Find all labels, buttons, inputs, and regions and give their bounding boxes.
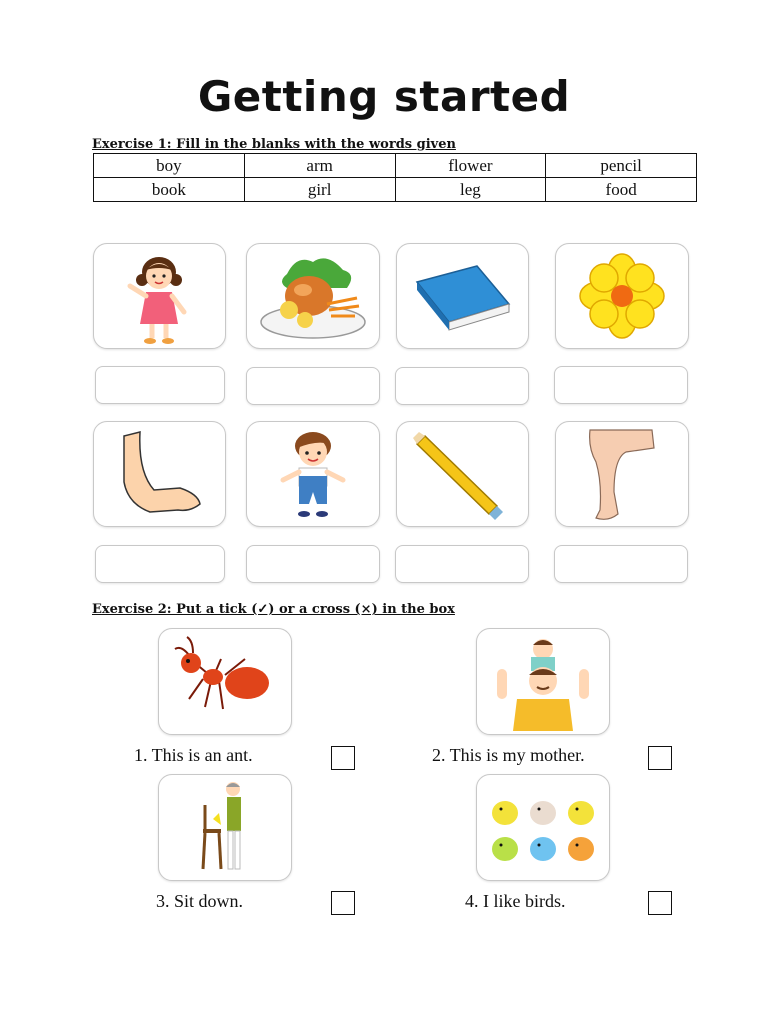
word-cell: girl <box>244 178 395 202</box>
answer-blank[interactable] <box>246 545 380 583</box>
tick-box[interactable] <box>331 746 355 770</box>
exercise-2-sentence: 4. I like birds. <box>465 891 566 911</box>
arm-icon <box>94 422 225 526</box>
answer-blank[interactable] <box>395 367 529 405</box>
leg-picture <box>555 421 689 527</box>
answer-blank[interactable] <box>95 545 225 583</box>
tick-box[interactable] <box>331 891 355 915</box>
arm-picture <box>93 421 226 527</box>
book-icon <box>397 244 528 348</box>
food-picture <box>246 243 380 349</box>
pencil-picture <box>396 421 529 527</box>
exercise-2-heading: Exercise 2: Put a tick (✓) or a cross (×) in the box <box>92 602 455 617</box>
word-bank-row <box>94 154 697 178</box>
ant-icon <box>159 629 291 734</box>
word-cell: arm <box>244 154 395 178</box>
father-child-picture <box>476 628 610 735</box>
man-chair-icon <box>159 775 291 880</box>
answer-blank[interactable] <box>246 367 380 405</box>
word-cell: pencil <box>546 154 697 178</box>
pencil-icon <box>397 422 528 526</box>
book-picture <box>396 243 529 349</box>
boy-icon <box>247 422 379 526</box>
answer-blank[interactable] <box>395 545 529 583</box>
flower-picture <box>555 243 689 349</box>
word-cell: food <box>546 178 697 202</box>
word-cell: boy <box>94 154 245 178</box>
word-bank-table <box>93 153 697 202</box>
father-child-icon <box>477 629 609 734</box>
boy-picture <box>246 421 380 527</box>
word-cell: leg <box>395 178 546 202</box>
tick-box[interactable] <box>648 891 672 915</box>
ant-picture <box>158 628 292 735</box>
tick-box[interactable] <box>648 746 672 770</box>
exercise-2-sentence: 2. This is my mother. <box>432 745 585 765</box>
answer-blank[interactable] <box>95 366 225 404</box>
exercise-2-sentence: 3. Sit down. <box>156 891 244 911</box>
birds-picture <box>476 774 610 881</box>
word-cell: flower <box>395 154 546 178</box>
girl-picture <box>93 243 226 349</box>
answer-blank[interactable] <box>554 545 688 583</box>
exercise-1-heading: Exercise 1: Fill in the blanks with the words given <box>92 137 456 152</box>
food-icon <box>247 244 379 348</box>
answer-blank[interactable] <box>554 366 688 404</box>
girl-icon <box>94 244 225 348</box>
page-title: Getting started <box>197 72 571 121</box>
word-bank-row <box>94 178 697 202</box>
sit-down-picture <box>158 774 292 881</box>
word-cell: book <box>94 178 245 202</box>
exercise-2-sentence: 1. This is an ant. <box>134 745 253 765</box>
leg-icon <box>556 422 688 526</box>
birds-icon <box>477 775 609 880</box>
flower-icon <box>556 244 688 348</box>
